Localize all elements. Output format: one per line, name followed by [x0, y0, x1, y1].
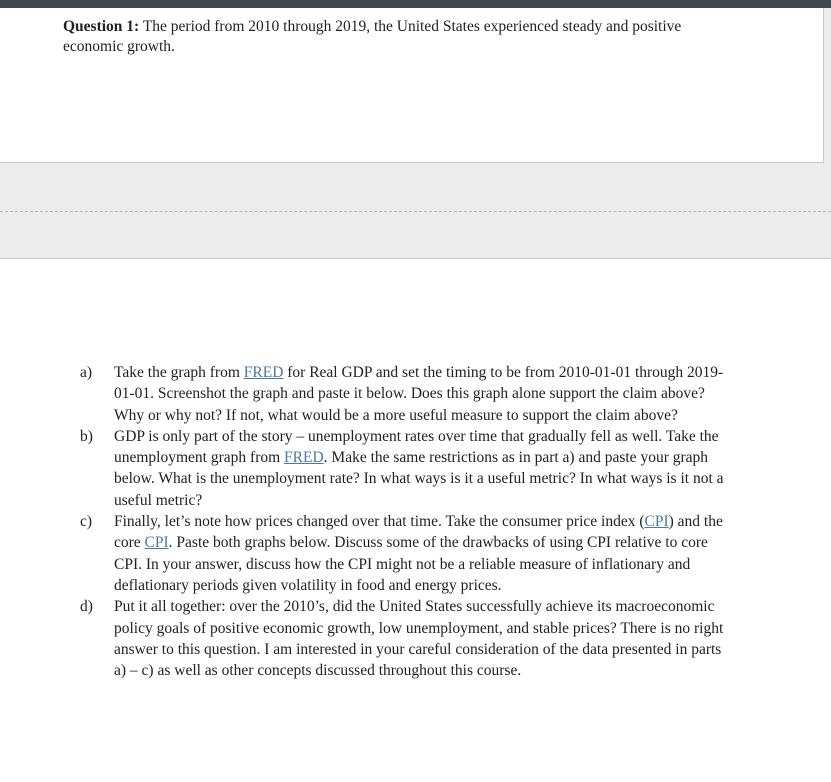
part-text: ) and the core	[114, 513, 723, 552]
top-toolbar-strip	[0, 0, 831, 8]
part-text: . Make the same restrictions as in part a) and paste your graph below. What is the unemployment rate? In what ways is it a useful metric? In what ways is it not a useful metric?	[114, 449, 724, 509]
part-text: . Paste both graphs below. Discuss some of the drawbacks of using CPI relative to core CPI. In your answer, discuss how the CPI might not be a reliable measure of inflationary and deflationary periods given volatility in food and energy prices.	[114, 534, 708, 594]
part-marker: a)	[80, 364, 93, 381]
part-text: Finally, let’s note how prices changed over that time. Take the consumer price index (	[114, 513, 645, 531]
fred-gdp-link[interactable]: FRED	[243, 364, 284, 381]
part-b	[80, 426, 730, 511]
fred-unemployment-link[interactable]: FRED	[284, 449, 324, 467]
part-text: GDP is only part of the story – unemployment rates over time that gradually fell as well. Take the unemployment graph from	[114, 427, 719, 467]
document-page-2	[0, 258, 831, 782]
part-marker: b)	[80, 427, 93, 445]
part-text: Take the graph from	[114, 364, 244, 381]
core-cpi-link[interactable]: CPI	[144, 534, 169, 552]
part-text: for Real GDP and set the timing to be from 2010-01-01 through 2019-01-01. Screenshot the graph and paste it below. Does this graph alone support the claim above? Why or why not? If not, what would be a more useful measure to support the claim above?	[114, 364, 724, 424]
document-page-1	[0, 8, 824, 163]
part-marker: c)	[80, 513, 93, 531]
question-text: The period from 2010 through 2019, the United States experienced steady and positive economic growth.	[63, 18, 682, 55]
question-heading	[63, 17, 703, 57]
question-label: Question 1:	[63, 18, 140, 35]
part-a	[80, 362, 730, 426]
part-c	[80, 511, 730, 596]
part-marker: d)	[80, 598, 93, 616]
part-d	[80, 596, 730, 681]
page-break-line	[0, 211, 831, 212]
cpi-link[interactable]: CPI	[644, 513, 669, 531]
question-parts-list	[80, 362, 730, 681]
part-text: Put it all together: over the 2010’s, did the United States successfully achieve its macroeconomic policy goals of positive economic growth, low unemployment, and stable prices? There is no right answer to this question. I am interested in your careful consideration of the data presented in parts a) – c) as well as other concepts discussed throughout this course.	[114, 598, 724, 680]
